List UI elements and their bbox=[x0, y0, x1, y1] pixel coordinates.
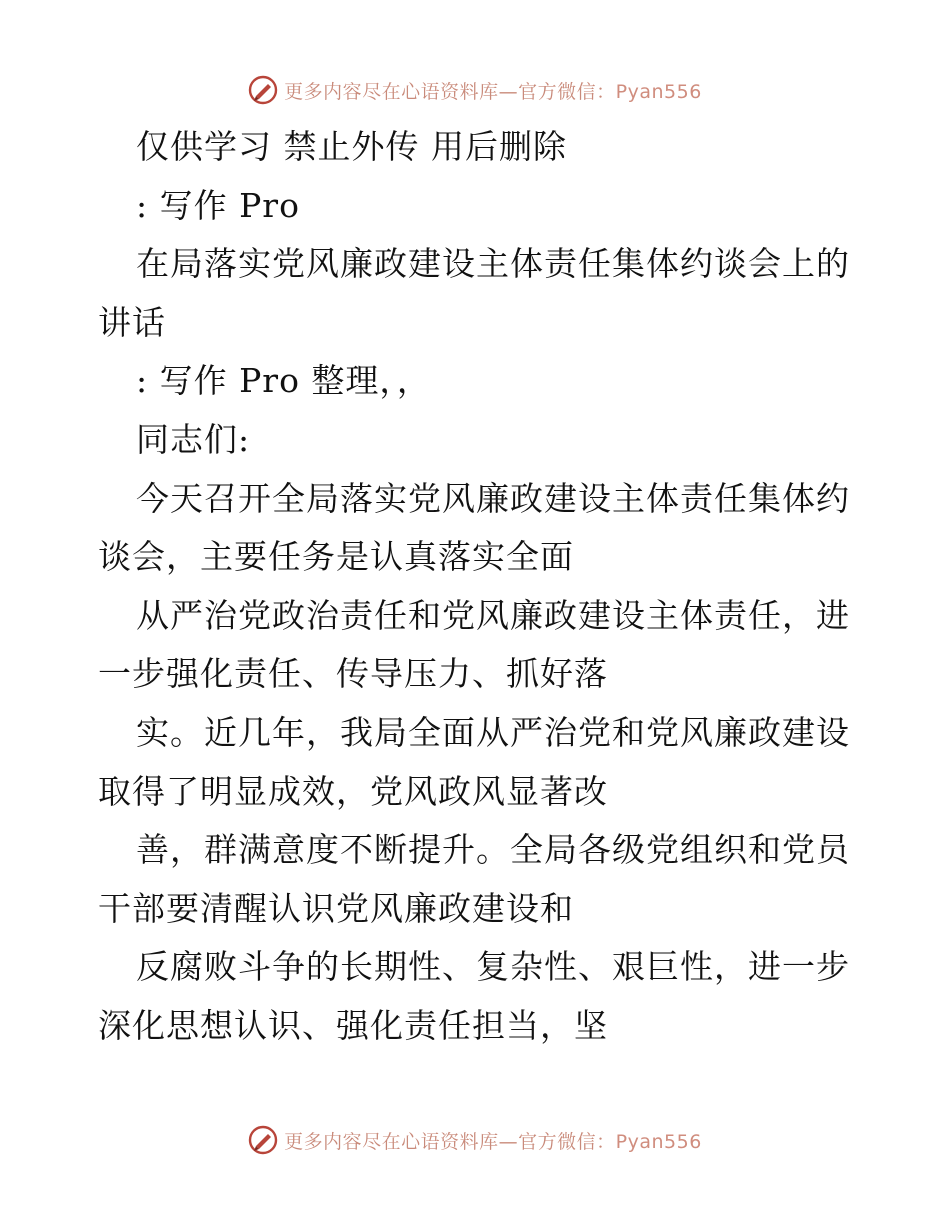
document-line: 从严治党政治责任和党风廉政建设主体责任，进 bbox=[136, 595, 850, 635]
watermark-text bbox=[284, 1127, 702, 1154]
watermark-handle: Pyan556 bbox=[615, 80, 702, 103]
document-body bbox=[98, 118, 858, 1056]
pen-circle-logo-icon bbox=[248, 75, 278, 105]
document-line: 深化思想认识、强化责任担当，坚 bbox=[98, 1005, 608, 1045]
watermark-banner-top bbox=[0, 70, 950, 110]
document-line: : 写作 Pro bbox=[136, 185, 300, 225]
document-line: 谈会，主要任务是认真落实全面 bbox=[98, 537, 574, 577]
pen-circle-logo-icon bbox=[248, 1125, 278, 1155]
document-line: 讲话 bbox=[98, 302, 166, 342]
document-line: 同志们: bbox=[136, 419, 251, 459]
watermark-label: 更多内容尽在心语资料库—官方微信： bbox=[284, 80, 616, 103]
document-line: 在局落实党风廉政建设主体责任集体约谈会上的 bbox=[136, 244, 850, 284]
document-line: 善，群满意度不断提升。全局各级党组织和党员 bbox=[136, 830, 850, 870]
document-line: 实。近几年，我局全面从严治党和党风廉政建设 bbox=[136, 712, 850, 752]
watermark-text bbox=[284, 77, 702, 104]
watermark-banner-bottom bbox=[0, 1120, 950, 1160]
watermark-label: 更多内容尽在心语资料库—官方微信： bbox=[284, 1130, 616, 1153]
document-line: 取得了明显成效，党风政风显著改 bbox=[98, 771, 608, 811]
document-line: 仅供学习 禁止外传 用后删除 bbox=[136, 127, 567, 166]
document-line: 反腐败斗争的长期性、复杂性、艰巨性，进一步 bbox=[136, 947, 850, 987]
document-line: : 写作 Pro 整理，， bbox=[136, 361, 431, 401]
watermark-handle: Pyan556 bbox=[615, 1130, 702, 1153]
document-line: 干部要清醒认识党风廉政建设和 bbox=[98, 888, 574, 928]
document-line: 今天召开全局落实党风廉政建设主体责任集体约 bbox=[136, 478, 850, 518]
document-line: 一步强化责任、传导压力、抓好落 bbox=[98, 654, 608, 694]
